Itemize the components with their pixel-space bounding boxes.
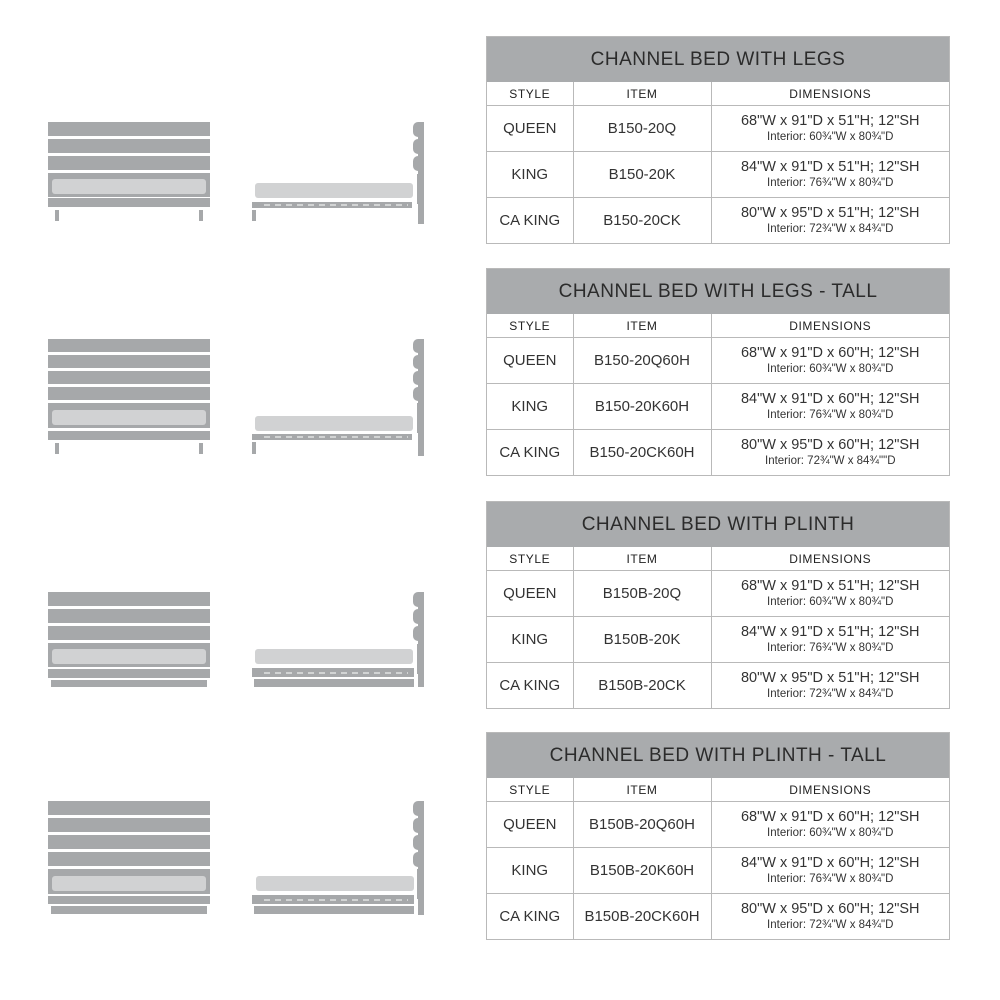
header-row [487,314,949,338]
spec-grid [487,314,949,475]
item-cell: B150B-20Q60H [573,802,711,848]
item-cell: B150B-20Q [573,571,711,617]
spec-grid [487,82,949,243]
interior-text: Interior: 76¾"W x 80¾"D [767,873,894,885]
header-row [487,82,949,106]
dimensions-text: 68"W x 91"D x 60"H; 12"SH [740,345,920,361]
dimensions-text: 68"W x 91"D x 51"H; 12"SH [740,113,920,129]
dimensions-cell [711,198,949,244]
interior-text: Interior: 72¾"W x 84¾"D [767,919,894,931]
column-header-style: STYLE [487,547,573,571]
style-cell: CA KING [487,430,573,476]
interior-text: Interior: 76¾"W x 80¾"D [767,409,894,421]
dimensions-cell [711,802,949,848]
table-row [487,894,949,940]
bed-legs-front-icon [45,118,213,226]
bed-plinth-side-icon [248,588,428,690]
bed-legs-side-icon [248,118,428,226]
column-header-dimensions: DIMENSIONS [711,547,949,571]
interior-text: Interior: 76¾"W x 80¾"D [767,642,894,654]
item-cell: B150-20CK60H [573,430,711,476]
dimensions-text: 80"W x 95"D x 51"H; 12"SH [740,670,920,686]
style-cell: KING [487,152,573,198]
dimensions-text: 80"W x 95"D x 60"H; 12"SH [740,901,920,917]
spec-table-plinth [486,501,950,709]
dimensions-text: 80"W x 95"D x 51"H; 12"SH [740,205,920,221]
table-row [487,198,949,244]
column-header-item: ITEM [573,778,711,802]
column-header-item: ITEM [573,314,711,338]
dimensions-text: 84"W x 91"D x 60"H; 12"SH [740,855,920,871]
dimensions-text: 68"W x 91"D x 60"H; 12"SH [740,809,920,825]
bed-legs-tall-front-icon [45,336,213,458]
interior-text: Interior: 60¾"W x 80¾"D [767,363,894,375]
table-row [487,106,949,152]
column-header-dimensions: DIMENSIONS [711,778,949,802]
item-cell: B150B-20K60H [573,848,711,894]
dimensions-text: 80"W x 95"D x 60"H; 12"SH [740,437,920,453]
item-cell: B150-20Q60H [573,338,711,384]
style-cell: CA KING [487,894,573,940]
dimensions-cell [711,894,949,940]
column-header-item: ITEM [573,82,711,106]
table-row [487,663,949,709]
dimensions-cell [711,338,949,384]
style-cell: CA KING [487,663,573,709]
item-cell: B150-20Q [573,106,711,152]
table-row [487,848,949,894]
style-cell: QUEEN [487,338,573,384]
interior-text: Interior: 60¾"W x 80¾"D [767,596,894,608]
spec-table-plinth-tall [486,732,950,940]
interior-text: Interior: 72¾"W x 84¾"D [767,223,894,235]
table-title: CHANNEL BED WITH LEGS [487,37,949,82]
interior-text: Interior: 72¾"W x 84¾""D [765,455,896,467]
column-header-dimensions: DIMENSIONS [711,82,949,106]
table-row [487,430,949,476]
table-title: CHANNEL BED WITH LEGS - TALL [487,269,949,314]
bed-plinth-tall-side-icon [248,798,428,918]
table-row [487,338,949,384]
dimensions-text: 84"W x 91"D x 60"H; 12"SH [740,391,920,407]
style-cell: CA KING [487,198,573,244]
interior-text: Interior: 60¾"W x 80¾"D [767,827,894,839]
table-row [487,571,949,617]
item-cell: B150B-20CK60H [573,894,711,940]
header-row [487,547,949,571]
dimensions-cell [711,106,949,152]
column-header-style: STYLE [487,82,573,106]
table-row [487,617,949,663]
dimensions-text: 68"W x 91"D x 51"H; 12"SH [740,578,920,594]
style-cell: KING [487,384,573,430]
interior-text: Interior: 60¾"W x 80¾"D [767,131,894,143]
table-title: CHANNEL BED WITH PLINTH - TALL [487,733,949,778]
item-cell: B150-20K60H [573,384,711,430]
item-cell: B150-20K [573,152,711,198]
dimensions-cell [711,617,949,663]
spec-grid [487,547,949,708]
spec-grid [487,778,949,939]
spec-table-legs-tall [486,268,950,476]
dimensions-cell [711,384,949,430]
spec-table-legs [486,36,950,244]
table-row [487,384,949,430]
column-header-item: ITEM [573,547,711,571]
item-cell: B150B-20K [573,617,711,663]
dimensions-cell [711,152,949,198]
bed-legs-tall-side-icon [248,336,428,458]
dimensions-text: 84"W x 91"D x 51"H; 12"SH [740,624,920,640]
table-title: CHANNEL BED WITH PLINTH [487,502,949,547]
dimensions-cell [711,430,949,476]
style-cell: KING [487,848,573,894]
style-cell: QUEEN [487,571,573,617]
style-cell: KING [487,617,573,663]
style-cell: QUEEN [487,106,573,152]
bed-plinth-tall-front-icon [45,798,213,918]
item-cell: B150-20CK [573,198,711,244]
bed-plinth-front-icon [45,588,213,690]
table-row [487,802,949,848]
dimensions-cell [711,663,949,709]
table-row [487,152,949,198]
item-cell: B150B-20CK [573,663,711,709]
interior-text: Interior: 72¾"W x 84¾"D [767,688,894,700]
dimensions-text: 84"W x 91"D x 51"H; 12"SH [740,159,920,175]
column-header-style: STYLE [487,314,573,338]
column-header-dimensions: DIMENSIONS [711,314,949,338]
dimensions-cell [711,571,949,617]
header-row [487,778,949,802]
interior-text: Interior: 76¾"W x 80¾"D [767,177,894,189]
dimensions-cell [711,848,949,894]
column-header-style: STYLE [487,778,573,802]
style-cell: QUEEN [487,802,573,848]
